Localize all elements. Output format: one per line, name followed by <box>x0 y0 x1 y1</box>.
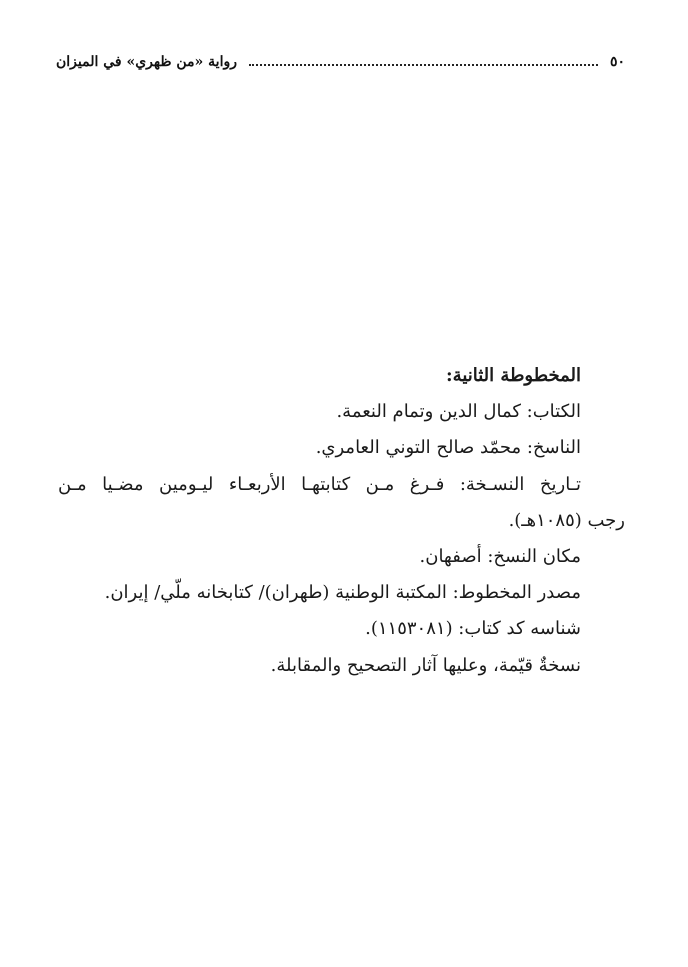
section-heading: المخطوطة الثانية: <box>446 365 581 386</box>
manuscript-source-line: مصدر المخطوط: المكتبة الوطنية (طهران)/ كتابخانه ملّي/ إيران. <box>104 582 581 604</box>
leader-dots <box>249 64 598 66</box>
copy-date-line: تـاريخ النسـخة: فـرغ مـن كتابتهـا الأربعـاء ليـومين مضـيا مـن <box>58 473 581 495</box>
running-header-title: رواية «من ظهري» في الميزان <box>56 54 237 70</box>
copyist-line: الناسخ: محمّد صالح التوني العامري. <box>315 437 581 459</box>
copy-note-line: نسخةٌ قيّمة، وعليها آثار التصحيح والمقابلة. <box>270 654 581 676</box>
book-id-line: شناسه كد كتاب: (١١٥٣٠٨١). <box>365 618 581 640</box>
page-number: ٥٠ <box>609 54 625 70</box>
book-line: الكتاب: كمال الدين وتمام النعمة. <box>336 401 581 423</box>
manuscript-description <box>58 358 625 684</box>
copy-date-continuation: رجب (١٠٨٥هـ). <box>508 509 625 531</box>
copy-place-line: مكان النسخ: أصفهان. <box>419 546 581 568</box>
running-header <box>56 50 625 74</box>
